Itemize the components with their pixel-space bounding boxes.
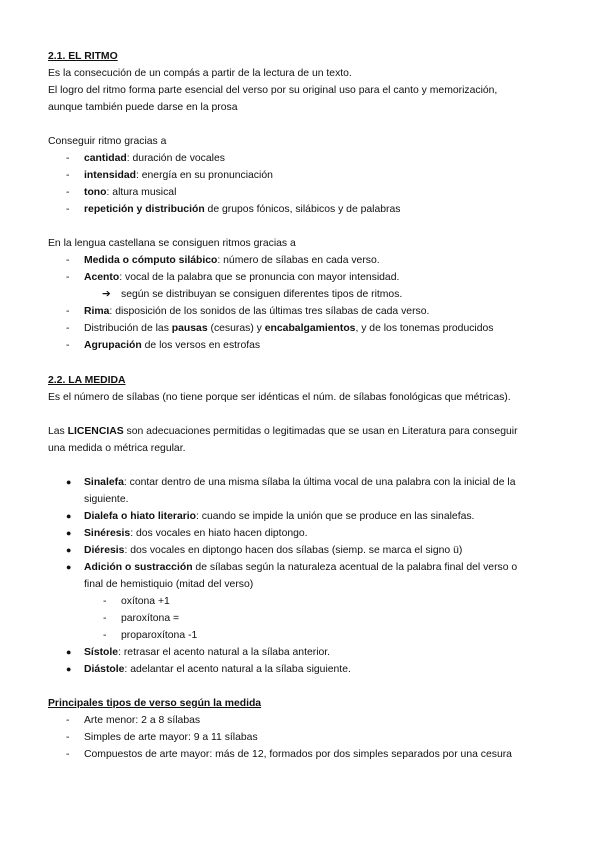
dash-marker: -	[66, 272, 70, 283]
list-item: Compuestos de arte mayor: más de 12, formados por dos simples separados por una cesura	[84, 749, 512, 760]
sub-list-item: paroxítona =	[121, 613, 180, 624]
dash-marker: -	[66, 204, 70, 215]
dash-marker: -	[66, 187, 70, 198]
dash-marker: -	[103, 630, 107, 641]
sub-list-item: proparoxítona -1	[121, 630, 198, 641]
sub-note: según se distribuyan se consiguen diferentes tipos de ritmos.	[121, 289, 403, 300]
paragraph: aunque también puede darse en la prosa	[48, 102, 238, 113]
bullet-icon: ●	[66, 562, 72, 572]
dash-marker: -	[66, 255, 70, 266]
list-item: Dialefa o hiato literario: cuando se impide la unión que se produce en las sinalefas.	[84, 511, 475, 522]
list-item: Simples de arte mayor: 9 a 11 sílabas	[84, 732, 258, 743]
paragraph: El logro del ritmo forma parte esencial del verso por su original uso para el canto y memorización,	[48, 85, 498, 96]
bullet-icon: ●	[66, 528, 72, 538]
list-item: Arte menor: 2 a 8 sílabas	[84, 715, 201, 726]
paragraph: Es la consecución de un compás a partir de la lectura de un texto.	[48, 68, 352, 79]
dash-marker: -	[66, 715, 70, 726]
list-item: Medida o cómputo silábico: número de sílabas en cada verso.	[84, 255, 380, 266]
list-intro: En la lengua castellana se consiguen ritmos gracias a	[48, 238, 296, 249]
list-item-continuation: final de hemistiquio (mitad del verso)	[84, 579, 254, 590]
sub-list-item: oxítona +1	[121, 596, 170, 607]
list-item: Rima: disposición de los sonidos de las últimas tres sílabas de cada verso.	[84, 306, 430, 317]
bullet-icon: ●	[66, 647, 72, 657]
paragraph: Las LICENCIAS son adecuaciones permitidas o legitimadas que se usan en Literatura para conseguir	[48, 426, 518, 437]
dash-marker: -	[103, 596, 107, 607]
list-item: repetición y distribución de grupos fónicos, silábicos y de palabras	[84, 204, 401, 215]
list-item: Diástole: adelantar el acento natural a la sílaba siguiente.	[84, 664, 351, 675]
dash-marker: -	[66, 749, 70, 760]
list-item: tono: altura musical	[84, 187, 177, 198]
list-item: Sístole: retrasar el acento natural a la sílaba anterior.	[84, 647, 331, 658]
dash-marker: -	[66, 153, 70, 164]
dash-marker: -	[66, 306, 70, 317]
list-item: Agrupación de los versos en estrofas	[84, 340, 261, 351]
paragraph: una medida o métrica regular.	[48, 443, 186, 454]
list-item-continuation: siguiente.	[84, 494, 129, 505]
section-heading-ritmo: 2.1. EL RITMO	[48, 51, 118, 62]
list-item: Distribución de las pausas (cesuras) y encabalgamientos, y de los tonemas producidos	[84, 323, 494, 334]
paragraph: Es el número de sílabas (no tiene porque ser idénticas el núm. de sílabas fonológicas que métricas).	[48, 392, 511, 403]
dash-marker: -	[66, 340, 70, 351]
list-item: cantidad: duración de vocales	[84, 153, 225, 164]
dash-marker: -	[103, 613, 107, 624]
bullet-icon: ●	[66, 664, 72, 674]
bullet-icon: ●	[66, 477, 72, 487]
list-item: Sinéresis: dos vocales en hiato hacen diptongo.	[84, 528, 308, 539]
section-heading-medida: 2.2. LA MEDIDA	[48, 375, 126, 386]
list-item: Sinalefa: contar dentro de una misma sílaba la última vocal de una palabra con la inicial de la	[84, 477, 516, 488]
list-item: Adición o sustracción de sílabas según la naturaleza acentual de la palabra final del verso o	[84, 562, 518, 573]
dash-marker: -	[66, 170, 70, 181]
bullet-icon: ●	[66, 545, 72, 555]
list-intro: Conseguir ritmo gracias a	[48, 136, 167, 147]
list-item: Diéresis: dos vocales en diptongo hacen dos sílabas (siemp. se marca el signo ü)	[84, 545, 463, 556]
list-item: intensidad: energía en su pronunciación	[84, 170, 273, 181]
bullet-icon: ●	[66, 511, 72, 521]
dash-marker: -	[66, 323, 70, 334]
section-heading-tipos-verso: Principales tipos de verso según la medida	[48, 698, 262, 709]
list-item: Acento: vocal de la palabra que se pronuncia con mayor intensidad.	[84, 272, 400, 283]
arrow-icon: ➔	[102, 289, 111, 300]
dash-marker: -	[66, 732, 70, 743]
